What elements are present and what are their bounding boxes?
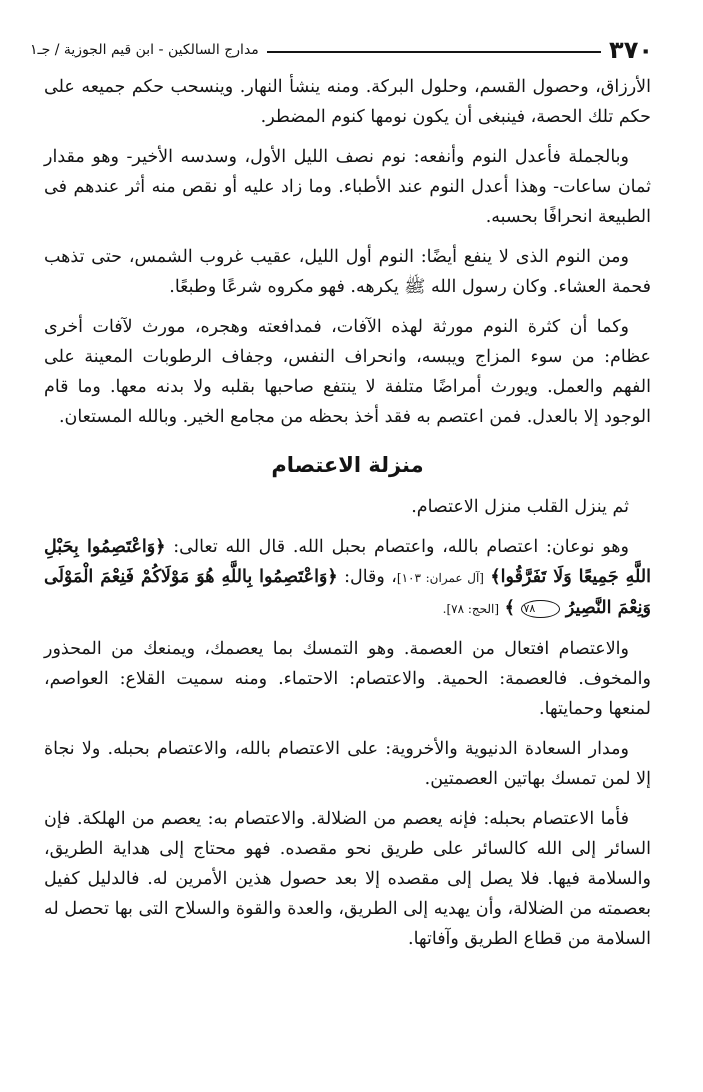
book-title: مدارج السالكين - ابن قيم الجوزية / جـ١ xyxy=(30,42,259,58)
paragraph-1: الأرزاق، وحصول القسم، وحلول البركة. ومنه ينشأ النهار. وينسحب حكم جميعه على حكم تلك الحصة، فينبغى أن يكون نومها كنوم المضطر. xyxy=(44,77,651,127)
section-heading: منزلة الاعتصام xyxy=(271,453,424,477)
paragraph-4: وكما أن كثرة النوم مورثة لهذه الآفات، فمدافعته وهجره، مورث لآفات أخرى عظام: من سوء المزاج ويبسه، وانحراف النفس، وجفاف الرطوبات المعينة على الفهم والعمل. ويورث أمراضًا متلفة لا ينتفع صاحبها بقلبه ولا بدنه معها. وما قام الوجود إلا بالعدل. فمن اعتصم به فقد أخذ بحظه من مجامع الخير. وبالله المستعان. xyxy=(44,317,651,427)
quran-verse-2: ﴿وَاعْتَصِمُوا بِاللَّهِ هُوَ مَوْلَاكُمْ فَنِعْمَ الْمَوْلَى وَنِعْمَ النَّصِيرُ xyxy=(44,567,651,618)
verse-reference-2: [الحج: ٧٨]. xyxy=(442,602,500,616)
page-header xyxy=(30,32,653,68)
section-intro: ثم ينزل القلب منزل الاعتصام. xyxy=(411,497,629,517)
header-rule xyxy=(267,51,601,53)
paragraph-3: ومن النوم الذى لا ينفع أيضًا: النوم أول الليل، عقيب غروب الشمس، حتى تذهب فحمة العشاء. وكان رسول الله ﷺ يكرهه. فهو مكروه شرعًا وطبعًا. xyxy=(44,247,651,297)
types-paragraph xyxy=(44,532,651,624)
page-number: ٣٧٠ xyxy=(609,36,653,64)
page-body xyxy=(44,72,651,964)
paragraph-2: وبالجملة فأعدل النوم وأنفعه: نوم نصف الليل الأول، وسدسه الأخير- وهو مقدار ثمان ساعات- وهذا أعدل النوم عند الأطباء. وما زاد عليه أو نقص منه أثر عندهم فى الطبيعة انحرافًا بحسبه. xyxy=(44,147,651,227)
rope-paragraph: فأما الاعتصام بحبله: فإنه يعصم من الضلالة. والاعتصام به: يعصم من الهلكة. فإن السائر إلى الله كالسائر على طريق نحو مقصده. فهو محتاج إلى هداية الطريق، والسلامة فيها. فلا يصل إلى مقصده إلا بعد حصول هذين الأمرين له. فالدليل كفيل بعصمته من الضلالة، وأن يهديه إلى الطريق، والعدة والقوة والسلاح التى بها تحصل له السلامة من قطاع الطريق وآفاتها. xyxy=(44,809,651,949)
happiness-paragraph: ومدار السعادة الدنيوية والأخروية: على الاعتصام بالله، والاعتصام بحبله. ولا نجاة إلا لمن تمسك بهاتين العصمتين. xyxy=(44,739,651,789)
definition-paragraph: والاعتصام افتعال من العصمة. وهو التمسك بما يعصمك، ويمنعك من المحذور والمخوف. فالعصمة: الحمية. والاعتصام: الاحتماء. ومنه سميت القلاع: العواصم، لمنعها وحمايتها. xyxy=(44,639,651,719)
quran-verse-2-close: ﴾ xyxy=(504,598,515,618)
verse-reference-1: [آل عمران: ١٠٣] xyxy=(396,571,484,585)
and-said-text: ، وقال: xyxy=(344,567,397,587)
quran-verse-1: ﴿وَاعْتَصِمُوا بِحَبْلِ اللَّهِ جَمِيعًا وَلَا تَفَرَّقُوا﴾ xyxy=(44,537,651,587)
ayah-number-marker: ٧٨ xyxy=(521,600,561,618)
types-text: وهو نوعان: اعتصام بالله، واعتصام بحبل الله. قال الله تعالى: xyxy=(173,537,629,557)
